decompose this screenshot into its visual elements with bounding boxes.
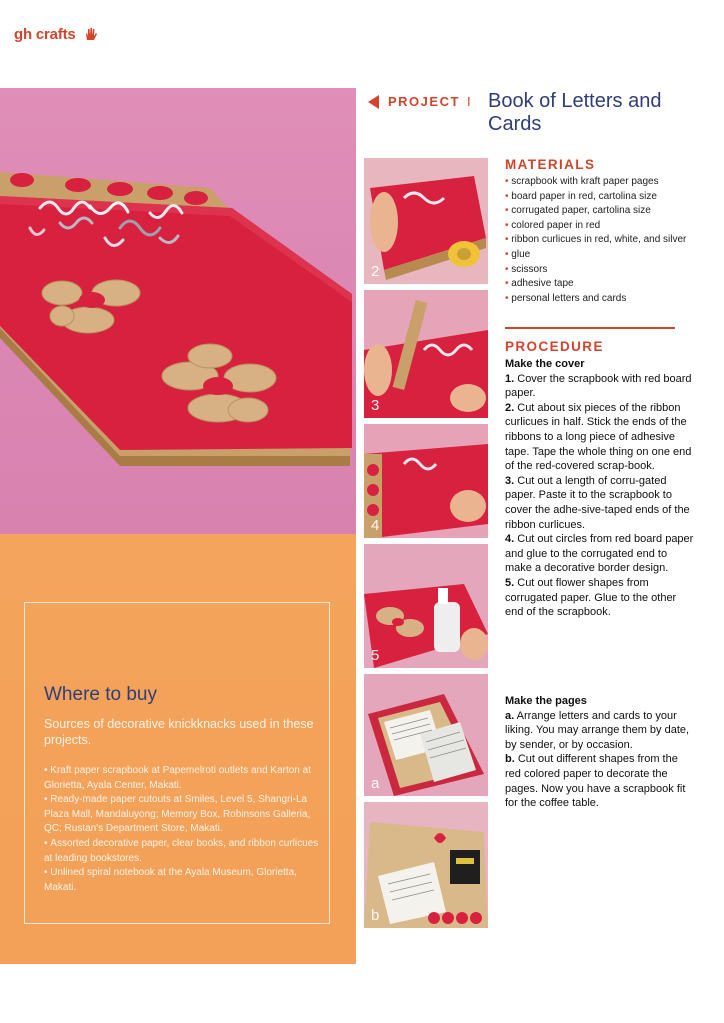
step-illustration: [364, 802, 488, 928]
step-photo-3: [364, 290, 488, 418]
list-item: • ribbon curlicues in red, white, and silver: [505, 234, 687, 246]
materials-list: [505, 175, 695, 306]
list-item: • board paper in red, cartolina size: [505, 190, 657, 202]
procedure-cover: [505, 357, 695, 620]
step-photo-4: [364, 424, 488, 538]
back-arrow-icon: [368, 95, 379, 109]
procedure-step: 2. Cut about six pieces of the ribbon curlicues in half. Stick the ends of the ribbons to a long piece of adhesive tape. Tape the whole thing on one end of the red-covered scrap-book.: [505, 401, 692, 473]
where-to-buy-title: Where to buy: [44, 684, 157, 705]
list-item: • colored paper in red: [505, 219, 601, 231]
list-item: • scrapbook with kraft paper pages: [505, 176, 659, 187]
section-brand: [14, 26, 98, 43]
cover-subheading: Make the cover: [505, 358, 585, 370]
where-to-buy-intro: Sources of decorative knickknacks used in these projects.: [44, 717, 314, 747]
procedure-step: b. Cut out different shapes from the red colored paper to decorate the pages. Now you have a scrapbook fit for the coffee table.: [505, 753, 686, 810]
step-illustration: [364, 544, 488, 668]
list-item: • scissors: [505, 263, 548, 275]
step-number: 5: [371, 647, 380, 664]
section-divider: [505, 327, 675, 329]
procedure-step: 3. Cut out a length of corru-gated paper. Paste it to the scrapbook to cover the adhe-sive-taped ends of the ribbon curlicues.: [505, 474, 690, 531]
step-photo-b: [364, 802, 488, 928]
step-illustration: [364, 290, 488, 418]
list-item: • corrugated paper, cartolina size: [505, 205, 651, 217]
list-item: • adhesive tape: [505, 278, 574, 290]
scrapbook-illustration: [0, 88, 356, 534]
list-item: • personal letters and cards: [505, 292, 627, 304]
list-item: • Assorted decorative paper, clear books, and ribbon curlicues at leading bookstores.: [44, 837, 326, 866]
page-title: Book of Letters and Cards: [488, 90, 662, 135]
step-illustration: [364, 674, 488, 796]
hand-print-icon: [84, 27, 98, 41]
step-photo-2: [364, 158, 488, 284]
procedure-heading: PROCEDURE: [505, 339, 604, 354]
section-name: gh crafts: [14, 26, 76, 43]
where-to-buy-list: [44, 764, 326, 895]
step-photo-a: [364, 674, 488, 796]
step-photo-5: [364, 544, 488, 668]
step-number: 4: [371, 517, 380, 534]
step-illustration: [364, 158, 488, 284]
procedure-step: 1. Cover the scrapbook with red board paper.: [505, 372, 692, 400]
list-item: • glue: [505, 248, 531, 260]
procedure-step: 4. Cut out circles from red board paper and glue to the corrugated end to make a decorative border design.: [505, 533, 694, 575]
hero-photo: [0, 88, 356, 534]
step-number: 3: [371, 397, 380, 414]
project-separator: I: [467, 94, 471, 109]
procedure-pages: [505, 694, 695, 811]
list-item: • Ready-made paper cutouts at Smiles, Level 5, Shangri-La Plaza Mall, Mandaluyong; Memory Box, Robinsons Galleria, QC; Rustan's Department Store, Makati.: [44, 793, 326, 837]
pages-subheading: Make the pages: [505, 695, 587, 707]
procedure-step: 5. Cut out flower shapes from corrugated paper. Glue to the other end of the scrapbook.: [505, 576, 677, 619]
step-number: b: [371, 907, 380, 924]
project-label: PROJECT: [388, 94, 460, 109]
procedure-step: a. Arrange letters and cards to your liking. You may arrange them by date, by sender, or by occasion.: [505, 709, 690, 751]
materials-heading: MATERIALS: [505, 157, 596, 172]
list-item: • Unlined spiral notebook at the Ayala Museum, Glorietta, Makati.: [44, 866, 326, 895]
step-illustration: [364, 424, 488, 538]
step-number: a: [371, 775, 380, 792]
step-number: 2: [371, 263, 380, 280]
list-item: • Kraft paper scrapbook at Papemelroti outlets and Karton at Glorietta, Ayala Center, Makati.: [44, 764, 326, 793]
